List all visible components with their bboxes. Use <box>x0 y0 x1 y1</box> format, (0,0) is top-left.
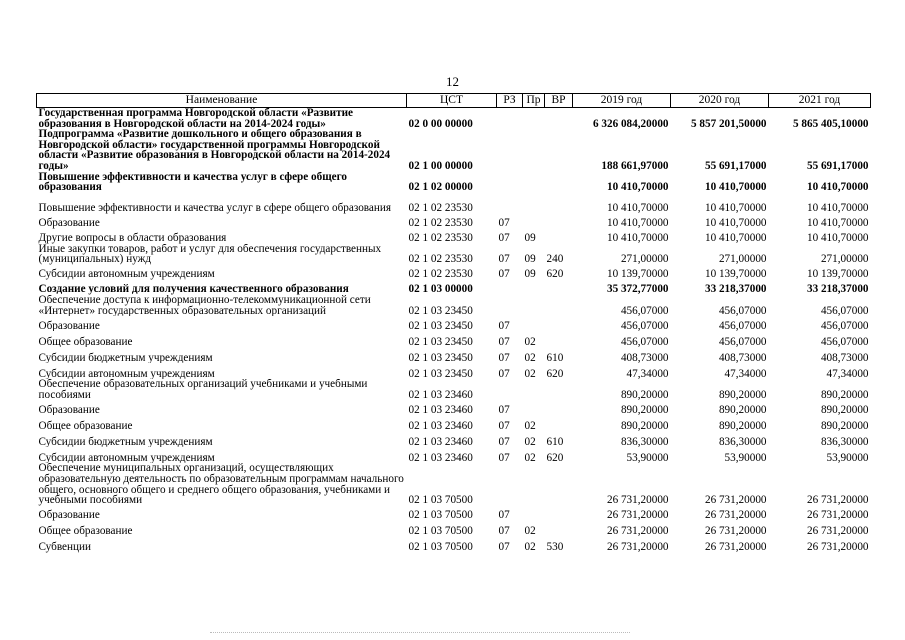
footer-divider <box>210 632 630 633</box>
row-cst: 02 1 03 23460 <box>408 388 473 401</box>
row-value-2020: 271,00000 <box>718 253 767 265</box>
row-name: Общее образование <box>38 335 133 348</box>
row-value-2021: 10 410,70000 <box>806 217 869 229</box>
row-value-2020: 47,34000 <box>724 367 767 380</box>
row-value-2019: 408,73000 <box>620 351 669 364</box>
row-rz <box>497 129 523 171</box>
row-name: Общее образование <box>38 525 133 537</box>
row-value-2019: 10 410,70000 <box>606 202 669 214</box>
row-vr <box>545 214 573 229</box>
row-cst: 02 1 02 23530 <box>408 217 473 229</box>
row-rz: 07 <box>498 217 510 229</box>
budget-table <box>36 93 871 553</box>
row-value-2019: 890,20000 <box>620 403 669 416</box>
col-header-vr: ВР <box>545 94 573 108</box>
row-vr <box>545 108 573 130</box>
row-cst: 02 1 03 70500 <box>408 525 473 537</box>
table-row <box>37 214 871 229</box>
row-value-2019: 47,34000 <box>626 367 669 380</box>
row-cst: 02 1 00 00000 <box>408 159 473 172</box>
row-cst: 02 1 03 23450 <box>408 319 473 332</box>
row-pr: 02 <box>524 541 536 553</box>
row-value-2021: 26 731,20000 <box>806 509 869 521</box>
row-rz: 07 <box>498 509 510 521</box>
col-header-rz: РЗ <box>497 94 523 108</box>
row-cst: 02 1 02 00000 <box>408 181 473 193</box>
table-row <box>37 129 871 171</box>
row-vr <box>545 295 573 316</box>
row-value-2020: 26 731,20000 <box>704 494 767 506</box>
row-rz <box>497 463 523 505</box>
row-value-2019: 890,20000 <box>620 388 669 401</box>
row-value-2021: 55 691,17000 <box>806 159 869 172</box>
table-row <box>37 295 871 316</box>
row-cst: 02 1 03 23460 <box>408 419 473 432</box>
row-name: Повышение эффективности и качества услуг в сфере общего образования <box>38 202 392 214</box>
row-pr <box>523 280 545 295</box>
row-value-2021: 456,07000 <box>820 319 869 332</box>
row-pr: 02 <box>524 367 536 380</box>
row-value-2020: 55 691,17000 <box>704 159 767 172</box>
row-vr: 610 <box>546 351 564 364</box>
table-row <box>37 363 871 379</box>
row-name: Субсидии бюджетным учреждениям <box>38 351 213 364</box>
row-pr: 02 <box>524 419 536 432</box>
row-value-2020: 456,07000 <box>718 335 767 348</box>
row-pr <box>523 214 545 229</box>
row-rz <box>497 193 523 214</box>
row-pr: 02 <box>524 451 536 464</box>
row-pr <box>523 463 545 505</box>
row-value-2020: 456,07000 <box>718 319 767 332</box>
row-value-2019: 188 661,97000 <box>601 159 669 172</box>
row-cst: 02 1 03 23460 <box>408 435 473 448</box>
row-cst: 02 1 03 70500 <box>408 509 473 521</box>
row-rz: 07 <box>498 351 510 364</box>
row-value-2019: 456,07000 <box>620 335 669 348</box>
row-value-2021: 456,07000 <box>820 304 869 317</box>
row-cst: 02 0 00 00000 <box>408 117 473 130</box>
row-vr <box>545 415 573 431</box>
row-value-2019: 456,07000 <box>620 304 669 317</box>
row-value-2019: 456,07000 <box>620 319 669 332</box>
row-rz: 07 <box>498 419 510 432</box>
table-row <box>37 193 871 214</box>
row-value-2021: 408,73000 <box>820 351 869 364</box>
row-rz: 07 <box>498 435 510 448</box>
table-row <box>37 537 871 553</box>
row-value-2019: 890,20000 <box>620 419 669 432</box>
row-value-2019: 10 139,70000 <box>606 268 669 280</box>
row-vr <box>545 316 573 331</box>
row-value-2020: 10 410,70000 <box>704 181 767 193</box>
row-vr: 620 <box>546 268 564 280</box>
row-vr <box>545 463 573 505</box>
table-row <box>37 265 871 280</box>
row-value-2020: 890,20000 <box>718 388 767 401</box>
row-rz: 07 <box>498 268 510 280</box>
row-value-2019: 10 410,70000 <box>606 232 669 244</box>
row-cst: 02 1 02 23530 <box>408 253 473 265</box>
table-row <box>37 280 871 295</box>
row-value-2021: 26 731,20000 <box>806 541 869 553</box>
row-rz <box>497 280 523 295</box>
row-value-2021: 271,00000 <box>820 253 869 265</box>
table-row <box>37 316 871 331</box>
row-vr <box>545 506 573 521</box>
row-vr <box>545 129 573 171</box>
row-vr <box>545 280 573 295</box>
row-vr: 530 <box>546 541 564 553</box>
row-value-2020: 890,20000 <box>718 419 767 432</box>
row-pr <box>523 108 545 130</box>
row-value-2021: 890,20000 <box>820 388 869 401</box>
table-body <box>37 108 871 553</box>
row-pr <box>523 193 545 214</box>
table-row <box>37 172 871 193</box>
row-rz: 07 <box>498 253 510 265</box>
row-value-2021: 836,30000 <box>820 435 869 448</box>
row-rz <box>497 108 523 130</box>
row-name: Образование <box>38 217 100 229</box>
row-cst: 02 1 03 00000 <box>408 283 473 295</box>
row-name: Обеспечение образовательных организаций учебниками и учебными пособиями <box>38 379 368 401</box>
row-value-2020: 10 410,70000 <box>704 217 767 229</box>
row-value-2020: 456,07000 <box>718 304 767 317</box>
row-cst: 02 1 03 70500 <box>408 541 473 553</box>
row-name: Подпрограмма «Развитие дошкольного и общего образования в Новгородской области» государственной программы Новгородской области «Развитие образования в Новгородской области на 2014-2024 годы» <box>38 129 391 172</box>
row-vr <box>545 229 573 244</box>
row-cst: 02 1 03 23450 <box>408 335 473 348</box>
table-row <box>37 506 871 521</box>
row-pr: 02 <box>524 351 536 364</box>
row-name: Образование <box>38 319 100 332</box>
row-name: Иные закупки товаров, работ и услуг для обеспечения государственных (муниципальных) нужд <box>38 243 382 265</box>
col-header-pr: Пр <box>523 94 545 108</box>
table-row <box>37 415 871 431</box>
row-pr <box>523 506 545 521</box>
table-row <box>37 431 871 447</box>
row-cst: 02 1 03 23450 <box>408 367 473 380</box>
row-name: Субсидии автономным учреждениям <box>38 451 215 464</box>
row-value-2019: 26 731,20000 <box>606 541 669 553</box>
row-value-2019: 26 731,20000 <box>606 509 669 521</box>
row-value-2019: 6 326 084,20000 <box>592 117 669 130</box>
row-vr <box>545 172 573 193</box>
row-rz: 07 <box>498 367 510 380</box>
row-value-2021: 47,34000 <box>826 367 869 380</box>
row-name: Другие вопросы в области образования <box>38 232 227 244</box>
row-pr: 09 <box>524 268 536 280</box>
row-value-2020: 10 139,70000 <box>704 268 767 280</box>
col-header-cst: ЦСТ <box>407 94 497 108</box>
row-vr <box>545 379 573 400</box>
row-value-2020: 10 410,70000 <box>704 232 767 244</box>
row-pr: 02 <box>524 525 536 537</box>
page-number: 12 <box>446 74 459 89</box>
row-value-2021: 53,90000 <box>826 451 869 464</box>
row-value-2021: 456,07000 <box>820 335 869 348</box>
row-value-2019: 10 410,70000 <box>606 181 669 193</box>
row-value-2021: 10 410,70000 <box>806 202 869 214</box>
row-vr <box>545 400 573 415</box>
row-name: Субсидии автономным учреждениям <box>38 367 215 380</box>
row-pr <box>523 129 545 171</box>
row-name: Субсидии бюджетным учреждениям <box>38 435 213 448</box>
row-rz: 07 <box>498 451 510 464</box>
row-value-2019: 836,30000 <box>620 435 669 448</box>
row-rz: 07 <box>498 525 510 537</box>
table-row <box>37 521 871 537</box>
row-cst: 02 1 02 23530 <box>408 202 473 214</box>
row-value-2019: 35 372,77000 <box>606 283 669 295</box>
row-value-2020: 408,73000 <box>718 351 767 364</box>
table-row <box>37 400 871 415</box>
table-row <box>37 379 871 400</box>
row-pr <box>523 172 545 193</box>
row-vr: 240 <box>546 253 564 265</box>
row-vr: 620 <box>546 367 564 380</box>
row-cst: 02 1 03 23460 <box>408 451 473 464</box>
row-pr <box>523 400 545 415</box>
row-value-2019: 26 731,20000 <box>606 494 669 506</box>
row-cst: 02 1 03 23450 <box>408 351 473 364</box>
row-cst: 02 1 03 23460 <box>408 403 473 416</box>
row-rz: 07 <box>498 403 510 416</box>
row-value-2021: 26 731,20000 <box>806 525 869 537</box>
row-name: Общее образование <box>38 419 133 432</box>
row-value-2020: 26 731,20000 <box>704 525 767 537</box>
row-pr <box>523 379 545 400</box>
row-vr <box>545 521 573 537</box>
row-value-2021: 5 865 405,10000 <box>792 117 869 130</box>
row-name: Обеспечение доступа к информационно-телекоммуникационной сети «Интернет» государственных образовательных организаций <box>38 294 371 317</box>
row-value-2019: 26 731,20000 <box>606 525 669 537</box>
row-name: Образование <box>38 509 100 521</box>
row-value-2020: 10 410,70000 <box>704 202 767 214</box>
row-pr: 02 <box>524 435 536 448</box>
row-value-2021: 33 218,37000 <box>806 283 869 295</box>
table-row <box>37 331 871 347</box>
table-row <box>37 229 871 244</box>
row-value-2019: 53,90000 <box>626 451 669 464</box>
row-value-2020: 33 218,37000 <box>704 283 767 295</box>
row-rz <box>497 379 523 400</box>
row-value-2021: 10 410,70000 <box>806 232 869 244</box>
table-row <box>37 244 871 265</box>
row-value-2019: 271,00000 <box>620 253 669 265</box>
row-name: Обеспечение муниципальных организаций, осуществляющих образовательную деятельность по образовательным программам начального общего, основного общего и среднего общего образования, учебниками и учебными пособиями <box>38 463 404 506</box>
table-header-row <box>37 94 871 108</box>
row-name: Субсидии автономным учреждениям <box>38 268 215 280</box>
row-rz: 07 <box>498 335 510 348</box>
row-value-2021: 10 139,70000 <box>806 268 869 280</box>
row-value-2020: 890,20000 <box>718 403 767 416</box>
row-name: Образование <box>38 403 100 416</box>
row-pr: 09 <box>524 253 536 265</box>
row-value-2020: 5 857 201,50000 <box>690 117 767 130</box>
row-value-2020: 53,90000 <box>724 451 767 464</box>
row-vr <box>545 331 573 347</box>
col-header-2020: 2020 год <box>671 94 769 108</box>
row-vr: 620 <box>546 451 564 464</box>
table-row <box>37 108 871 130</box>
row-pr <box>523 295 545 316</box>
row-pr <box>523 316 545 331</box>
row-cst: 02 1 03 70500 <box>408 494 473 506</box>
row-value-2020: 26 731,20000 <box>704 541 767 553</box>
row-value-2021: 10 410,70000 <box>806 181 869 193</box>
row-value-2021: 890,20000 <box>820 403 869 416</box>
row-rz <box>497 295 523 316</box>
col-header-2021: 2021 год <box>769 94 871 108</box>
row-vr: 610 <box>546 435 564 448</box>
row-name: Субвенции <box>38 541 91 553</box>
row-cst: 02 1 02 23530 <box>408 232 473 244</box>
row-pr: 09 <box>524 232 536 244</box>
row-name: Повышение эффективности и качества услуг в сфере общего образования <box>38 171 348 193</box>
row-name: Создание условий для получения качественного образования <box>38 283 349 295</box>
row-cst: 02 1 02 23530 <box>408 268 473 280</box>
row-cst: 02 1 03 23450 <box>408 304 473 317</box>
row-value-2021: 26 731,20000 <box>806 494 869 506</box>
row-value-2021: 890,20000 <box>820 419 869 432</box>
row-pr: 02 <box>524 335 536 348</box>
col-header-2019: 2019 год <box>573 94 671 108</box>
row-vr <box>545 193 573 214</box>
table-row <box>37 347 871 363</box>
row-rz: 07 <box>498 232 510 244</box>
col-header-name: Наименование <box>37 94 407 108</box>
row-value-2020: 836,30000 <box>718 435 767 448</box>
row-rz <box>497 172 523 193</box>
table-row <box>37 447 871 463</box>
row-value-2020: 26 731,20000 <box>704 509 767 521</box>
table-row <box>37 463 871 505</box>
row-rz: 07 <box>498 541 510 553</box>
row-name: Государственная программа Новгородской области «Развитие образования в Новгородской области на 2014-2024 годы» <box>38 107 354 130</box>
row-rz: 07 <box>498 319 510 332</box>
row-value-2019: 10 410,70000 <box>606 217 669 229</box>
